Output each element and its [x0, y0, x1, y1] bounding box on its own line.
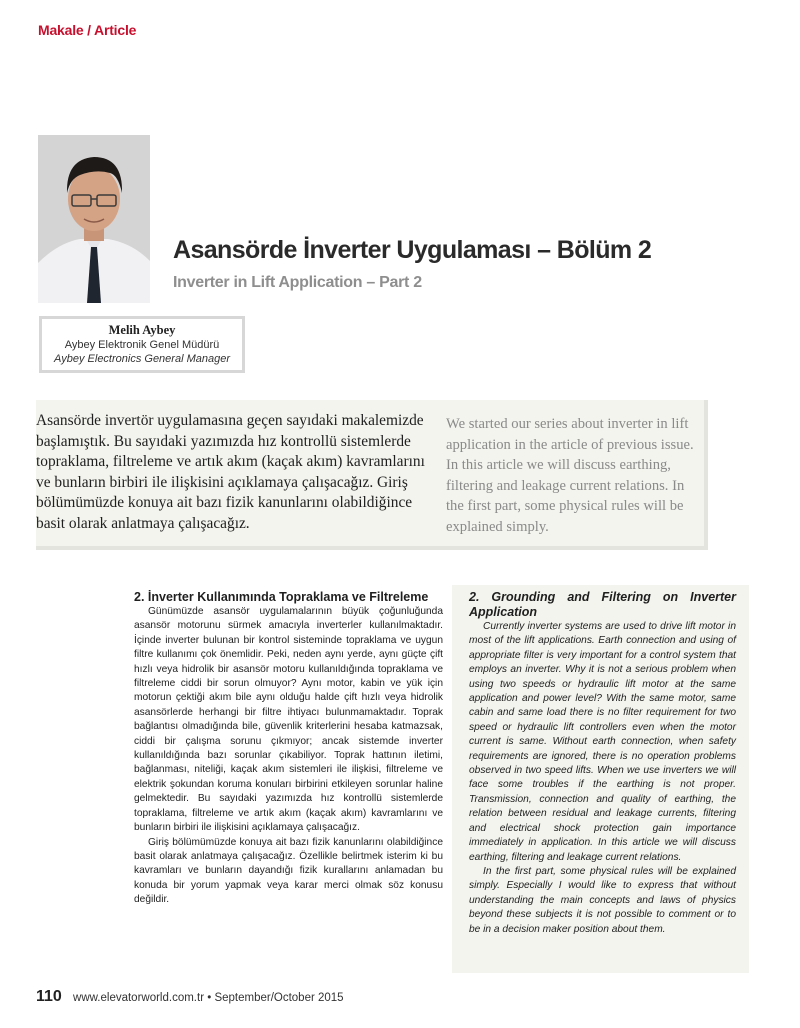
author-box [39, 316, 245, 373]
author-role-tr: Aybey Elektronik Genel Müdürü [64, 339, 220, 351]
intro-text-en: We started our series about inverter in lift application in the article of previous issue. In this article we will discuss earthing, filtering and leakage current relations. In the first part, some physical rules will be explained simply. [446, 416, 694, 535]
intro-text-tr: Asansörde invertör uygulamasına geçen sayıdaki makalemizde başlamıştık. Bu sayıdaki yazımızda hız kontrollü sistemlerde topraklama, filtreleme ve artık akım (kaçak akım) kavramlarını ve bunların birbiri ile ilişkisini açıklamaya çalışacağız. Giriş bölümümüzde konuya ait bazı fizik kanunlarını olabildiğince basit olarak anlatmaya çalışacağız. [36, 412, 425, 532]
paragraph-tr: Giriş bölümümüzde konuya ait bazı fizik kanunlarını olabildiğince basit olarak anlatmaya çalışacağız. Özellikle belirtmek isterim ki bu kavramları ve bunların dayandığı fizik kurallarını anlamadan bu konuda bir yorum yapmak veya karar merci olmak söz konusu değildir. [134, 836, 443, 906]
paragraph-tr: Günümüzde asansör uygulamalarının büyük çoğunluğunda asansör motorunu sürmek amacıyla inverterler kullanılmaktadır. İçinde inverter bulunan bir kontrol sisteminde topraklama ve uygun filtre kullanımı çok önemlidir. Peki, neden aynı yerde, aynı güçte çift hızlı veya hidrolik bir asansör motoru kullanıldığında topraklama ve filtreleme ciddi bir sorun olmuyor? Aynı motor, kabin ve yük için motorun çektiği akım bile aynı olduğu halde çift hızlı veya hidrolik asansörlerde herhangi bir filtre ihtiyacı bulunmamaktadır. Toprak bağlantısı olmadığında bile, güvenlik kriterlerini hesaba katmazsak, ciddi bir çalışma sorunu çıkmıyor; ancak sistemde inverter kullanıldığında bazı sorunlar çıkabiliyor. Toprak hattının iletimi, bağlanması, niteliği, kaçak akım sistemleri ile ilişkisi, filtreleme ve elektrik şokundan koruma konuları birbirini etkileyen sorunlar haline gelmektedir. Bu sayıdaki yazımızda hız kontrollü sistemlerde topraklama, filtreleme ve artık akım (kaçak akım) kavramlarını ve bunların birbiri ile ilişkisini açıklamaya çalışacağız. [134, 606, 443, 834]
article-subtitle: Inverter in Lift Application – Part 2 [173, 274, 422, 291]
publication-info: www.elevatorworld.com.tr • September/October 2015 [73, 992, 344, 1004]
author-photo [38, 135, 150, 303]
section-label: Makale / Article [38, 22, 137, 38]
body-column-en [469, 590, 736, 937]
section-heading-tr: 2. İnverter Kullanımında Topraklama ve Filtreleme [134, 590, 429, 604]
paragraph-en: Currently inverter systems are used to drive lift motor in most of the lift applications. Earth connection and using of appropriate filter is very important for a control system that employs an inverter. Why it is not a serious problem when using two speeds or hydraulic lift motor at the same application and power level? With the same motor, same cabin and same load there is no filter requirement for two speed or hydraulic lift controllers even when the motor current is same. Without earth connection, when safety requirements are ignored, there is no operation problems observed in two speed lifts. When we use inverters we will face some troubles if the earthing is not proper. Transmission, connection and quality of earthing, the relation between residual and leakage currents, filtering and electrical shock protection gain importance immediately in application. In this article we will discuss earthing, filtering and leakage current relations. [469, 621, 736, 863]
section-heading-en: 2. Grounding and Filtering on Inverter Application [469, 590, 736, 619]
author-name: Melih Aybey [108, 323, 176, 337]
page-number: 110 [36, 988, 62, 1005]
author-role-en: Aybey Electronics General Manager [54, 353, 230, 365]
author-portrait-image [38, 135, 150, 303]
body-column-tr [134, 590, 443, 908]
article-title: Asansörde İnverter Uygulaması – Bölüm 2 [173, 236, 652, 264]
paragraph-en: In the first part, some physical rules will be explained simply. Especially I would like to express that without understanding the main concepts and laws of physics beyond these subjects it is not possible to comment or to be in a decision maker position about them. [469, 865, 736, 935]
page-footer [36, 988, 344, 1006]
